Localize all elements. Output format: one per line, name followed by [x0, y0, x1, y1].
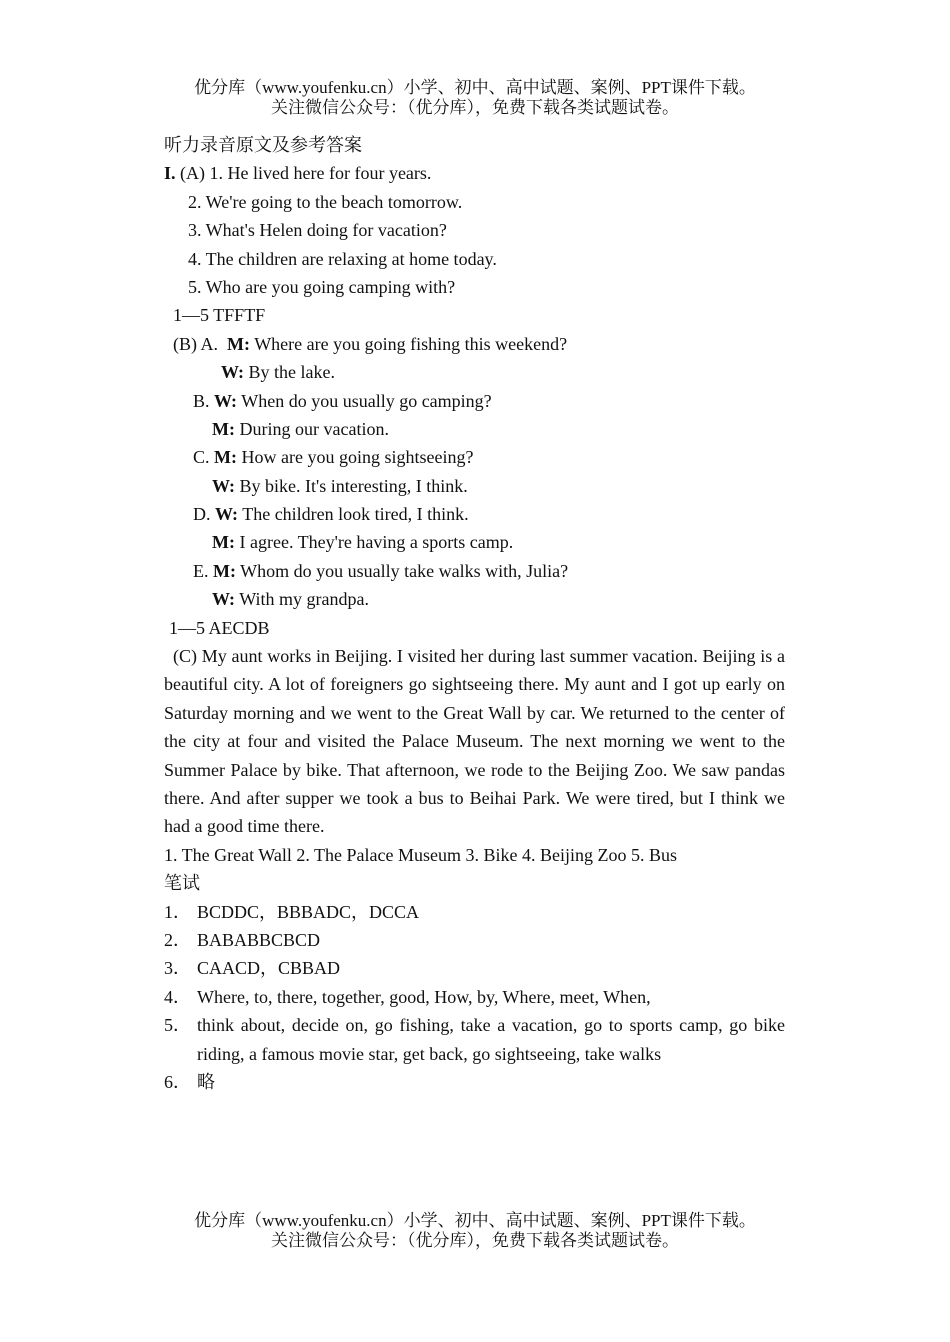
- speaker: W:: [212, 589, 236, 610]
- header-line-1: 优分库（www.youfenku.cn）小学、初中、高中试题、案例、PPT课件下载。: [194, 78, 756, 97]
- item-number: 4．: [164, 986, 191, 1007]
- speaker: M:: [212, 532, 235, 553]
- part-a-item-5: 5. Who are you going camping with?: [188, 276, 456, 297]
- page-footer: [0, 1211, 950, 1251]
- passage-text: My aunt works in Beijing. I visited her during last summer vacation. Beijing is a beautiful city. A lot of foreigners go sightseeing there. My aunt and I got up early on Saturday morning and we went to the Great Wall by car. We returned to the center of the city at four and visited the Palace Museum. The next morning we went to the Summer Palace by bike. That afternoon, we rode to the Beijing Zoo. We saw pandas there. And after supper we took a bus to Beihai Park. We were tired, but I think we had a good time there.: [164, 646, 786, 837]
- speaker: W:: [212, 475, 236, 496]
- dialog-text: By the lake.: [248, 362, 335, 383]
- speaker: M:: [212, 418, 235, 439]
- page-header: [0, 78, 950, 118]
- part-label: I.: [164, 163, 176, 184]
- item-text: CAACD，CBBAD: [197, 958, 341, 979]
- part-c-passage: [164, 642, 785, 841]
- item-number: 5．: [164, 1015, 191, 1036]
- part-b-answer: 1—5 AECDB: [169, 617, 270, 638]
- footer-line-1: 优分库（www.youfenku.cn）小学、初中、高中试题、案例、PPT课件下载。: [194, 1211, 756, 1230]
- dialog-text: With my grandpa.: [239, 589, 369, 610]
- dialog-b-line-1: [164, 387, 785, 415]
- dialog-a-line-1: [164, 330, 785, 358]
- written-item-5: [164, 1011, 785, 1068]
- dialog-b-line-2: [164, 415, 785, 443]
- part-a-answer: 1—5 TFFTF: [173, 305, 266, 326]
- speaker: W:: [214, 390, 238, 411]
- dialog-text: By bike. It's interesting, I think.: [239, 475, 468, 496]
- written-title: 笔试: [164, 873, 200, 894]
- speaker: M:: [214, 447, 237, 468]
- dialog-text: The children look tired, I think.: [242, 504, 469, 525]
- dialog-text: When do you usually go camping?: [241, 390, 492, 411]
- part-a-item-text: 1. He lived here for four years.: [209, 163, 432, 184]
- part-c-prefix: (C): [173, 646, 197, 667]
- part-a-prefix: (A): [180, 163, 206, 184]
- dialog-c-line-1: [164, 443, 785, 471]
- item-text: BCDDC，BBBADC，DCCA: [197, 901, 420, 922]
- footer-line-2: 关注微信公众号：（优分库），免费下载各类试题试卷。: [271, 1231, 679, 1250]
- item-text: Where, to, there, together, good, How, by, Where, meet, When,: [197, 986, 651, 1007]
- item-number: 6．: [164, 1072, 191, 1093]
- item-text: 略: [197, 1072, 215, 1093]
- part-a-item-3: 3. What's Helen doing for vacation?: [188, 220, 447, 241]
- written-item-6: [164, 1068, 785, 1096]
- speaker: M:: [227, 333, 250, 354]
- dialog-a-line-2: [164, 358, 785, 386]
- dialog-letter: E.: [193, 560, 209, 581]
- dialog-e-line-1: [164, 557, 785, 585]
- item-number: 1．: [164, 901, 191, 922]
- written-item-4: [164, 983, 785, 1011]
- speaker: W:: [215, 504, 239, 525]
- part-a-item-4: 4. The children are relaxing at home today.: [188, 248, 497, 269]
- item-number: 2．: [164, 930, 191, 951]
- dialog-text: Where are you going fishing this weekend?: [254, 333, 568, 354]
- speaker: W:: [221, 362, 245, 383]
- header-line-2: 关注微信公众号：（优分库），免费下载各类试题试卷。: [271, 98, 679, 117]
- dialog-text: Whom do you usually take walks with, Julia?: [240, 560, 569, 581]
- item-text: think about, decide on, go fishing, take a vacation, go to sports camp, go bike riding, a famous movie star, get back, go sightseeing, take walks: [197, 1015, 785, 1064]
- item-text: BABABBCBCD: [197, 930, 321, 951]
- dialog-letter: C.: [193, 447, 210, 468]
- document-body: [164, 131, 785, 1097]
- dialog-text: During our vacation.: [239, 418, 389, 439]
- dialog-c-line-2: [164, 472, 785, 500]
- item-number: 3．: [164, 958, 191, 979]
- dialog-d-line-2: [164, 528, 785, 556]
- dialog-text: I agree. They're having a sports camp.: [239, 532, 514, 553]
- dialog-d-line-1: [164, 500, 785, 528]
- dialog-letter: A.: [200, 333, 219, 354]
- dialog-letter: D.: [193, 504, 211, 525]
- part-c-answer: 1. The Great Wall 2. The Palace Museum 3. Bike 4. Beijing Zoo 5. Bus: [164, 844, 677, 865]
- part-b-prefix: (B): [173, 333, 197, 354]
- speaker: M:: [213, 560, 236, 581]
- dialog-letter: B.: [193, 390, 210, 411]
- written-item-3: [164, 954, 785, 982]
- dialog-text: How are you going sightseeing?: [241, 447, 474, 468]
- part-a-item-1: [164, 159, 785, 187]
- written-item-1: [164, 898, 785, 926]
- written-item-2: [164, 926, 785, 954]
- part-a-item-2: 2. We're going to the beach tomorrow.: [188, 191, 463, 212]
- dialog-e-line-2: [164, 585, 785, 613]
- section-title: 听力录音原文及参考答案: [164, 135, 362, 155]
